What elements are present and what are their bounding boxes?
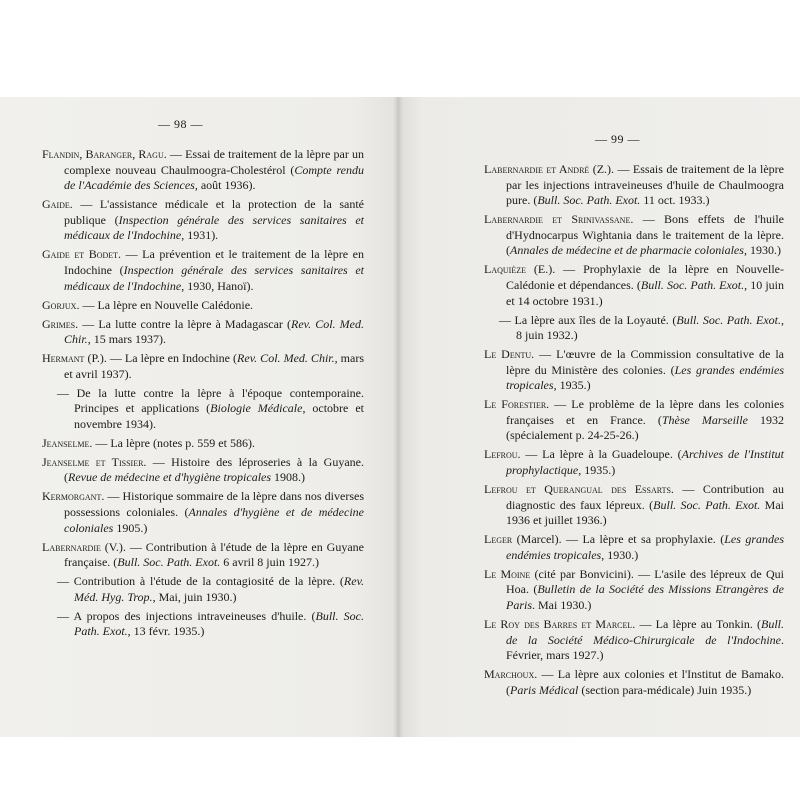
bibliography-entry: [484, 347, 784, 394]
entry-text: — L'assistance médicale et la protection de la santé publique (: [64, 197, 364, 227]
entry-text: — Bons effets de l'huile d'Hydnocarpus Wightania dans le traitement de la lèpre. (: [506, 212, 785, 258]
bibliography-entry: [42, 609, 364, 640]
entry-author: Hermant (P.).: [42, 351, 107, 366]
bibliography-entry: [42, 540, 364, 571]
entry-text: — La lèpre (notes p. 559 et 586).: [92, 435, 255, 450]
entry-text: — Historique sommaire de la lèpre dans nos diverses possessions coloniales. (: [64, 489, 364, 519]
entry-source: Bull. Soc. Path. Exot.: [653, 497, 761, 512]
entry-source: Les grandes endémies tropicales: [506, 362, 784, 393]
entry-author: Le Forestier.: [484, 397, 550, 412]
entry-text: . Février, mars 1927.): [506, 632, 784, 663]
entry-text: — Prophylaxie de la lèpre en Nouvelle-Calédonie et dépendances. (: [506, 262, 784, 292]
entry-author: Gaide.: [42, 197, 73, 212]
bibliography-entry: [484, 667, 784, 698]
entry-source: Paris Médical: [510, 682, 579, 697]
entry-author: Labernardie et Srinivassane.: [484, 212, 634, 227]
open-book: [0, 97, 800, 737]
bibliography-entry: [42, 455, 364, 486]
entry-text: — La lutte contre la lèpre à Madagascar (: [78, 316, 292, 331]
entry-text: — La lèpre aux colonies et l'Institut de Bamako. (: [506, 667, 784, 697]
entry-text: 1932 (spécialement p. 24-25-26.): [506, 412, 785, 443]
entry-author: Kermorgant.: [42, 489, 105, 504]
page-number: — 99 —: [595, 132, 640, 146]
entry-author: Grimes.: [42, 316, 79, 331]
right-page: [398, 97, 800, 737]
entry-source: Bull. Soc. Path. Exot.: [74, 608, 364, 639]
bibliography-entry: [484, 617, 784, 664]
entry-source: Revue de médecine et d'hygiène tropicales: [68, 470, 272, 485]
entry-text: , 1930, Hanoï).: [181, 278, 254, 293]
entry-author: Le Dentu.: [484, 347, 535, 362]
entry-author: Le Roy des Barres et Marcel.: [484, 616, 636, 631]
bibliography-entry: [42, 298, 364, 314]
left-page: [0, 97, 398, 737]
entry-text: — La lèpre aux îles de la Loyauté. (: [499, 312, 677, 327]
bibliography-list: [484, 162, 784, 702]
entry-text: , 1931).: [181, 228, 219, 243]
entry-text: . Mai 1930.): [532, 597, 592, 612]
entry-text: , octobre et novembre 1934).: [74, 401, 364, 431]
entry-source: Les grandes endémies tropicales: [506, 532, 784, 562]
bibliography-entry: [42, 147, 364, 194]
bibliography-entry: [484, 397, 784, 444]
entry-source: Inspection générale des services sanitaires et médicaux de l'Indochine: [64, 212, 364, 243]
entry-author: Gorjux.: [42, 297, 80, 312]
entry-source: Bull. Soc. Path. Exot.: [117, 555, 221, 570]
entry-text: Mai 1936 et juillet 1936.): [506, 497, 784, 528]
entry-source: Rev. Col. Med. Chir.: [64, 316, 364, 347]
entry-source: Annales d'hygiène et de médecine coloniales: [64, 504, 364, 535]
entry-source: Bull. Soc. Path. Exot.: [676, 312, 781, 327]
entry-author: Leger: [484, 532, 513, 547]
entry-source: Bull. de la Société Médico-Chirurgicale de l'Indochine: [506, 616, 785, 647]
entry-text: , 15 mars 1937).: [87, 332, 167, 347]
entry-text: — La lèpre à la Guadeloupe. (: [520, 447, 682, 462]
page-number: — 98 —: [158, 117, 203, 131]
bibliography-entry: [484, 313, 784, 344]
entry-text: — Le problème de la lèpre dans les colonies françaises et en France. (: [506, 397, 784, 427]
entry-source: Bulletin de la Société des Missions Etrangères de Paris: [506, 582, 784, 612]
entry-text: — A propos des injections intraveineuses d'huile. (: [57, 608, 316, 623]
entry-author: Jeanselme et Tissier.: [42, 454, 147, 469]
entry-author: Laquièze (E.).: [484, 262, 556, 277]
entry-text: — De la lutte contre la lèpre à l'époque contemporaine. Principes et applications (: [57, 385, 364, 416]
entry-author: Gaide et Bodet.: [42, 247, 122, 262]
entry-author: Le Moine: [484, 566, 531, 581]
bibliography-entry: [484, 532, 784, 563]
entry-text: 6 avril 8 juin 1927.): [220, 555, 319, 570]
entry-text: — Contribution à l'étude de la contagiosité de la lèpre. (: [57, 574, 344, 589]
entry-text: , 8 juin 1932.): [516, 312, 784, 343]
entry-source: Rev. Méd. Hyg. Trop.: [74, 574, 364, 604]
entry-text: , 10 juin et 14 octobre 1931.): [506, 277, 785, 308]
entry-text: (Marcel). — La lèpre et sa prophylaxie. (: [512, 532, 725, 547]
entry-text: , 1935.): [553, 378, 591, 393]
entry-author: Flandin, Baranger, Ragu.: [42, 147, 167, 161]
entry-text: — La lèpre en Nouvelle Calédonie.: [79, 297, 254, 312]
book-gutter: [393, 97, 403, 737]
entry-text: — Contribution à l'étude de la lèpre en Guyane française. (: [64, 539, 364, 570]
entry-source: Bull. Soc. Path. Exot.: [537, 193, 641, 208]
entry-source: Inspection générale des services sanitaires et médicaux de l'Indochine: [64, 262, 364, 293]
bibliography-entry: [484, 482, 784, 529]
entry-author: Lefrou.: [484, 447, 521, 462]
entry-author: Marchoux.: [484, 667, 538, 682]
bibliography-entry: [42, 317, 364, 348]
bibliography-entry: [484, 447, 784, 478]
entry-text: — La prévention et le traitement de la lèpre en Indochine (: [64, 247, 364, 277]
entry-source: Archives de l'Institut prophylactique: [506, 447, 784, 478]
entry-text: , 1935.): [578, 463, 616, 478]
bibliography-entry: [42, 489, 364, 536]
entry-author: Labernardie et André (Z.).: [484, 162, 615, 176]
bibliography-entry: [42, 247, 364, 294]
bibliography-entry: [42, 436, 364, 452]
entry-source: Biologie Médicale: [210, 401, 303, 416]
entry-text: (cité par Bonvicini). — L'asile des lépreux de Qui Hoa. (: [506, 566, 784, 597]
entry-text: , 1930.): [601, 547, 639, 562]
bibliography-entry: [484, 567, 784, 614]
entry-source: Annales de médecine et de pharmacie coloniales: [510, 243, 744, 258]
entry-author: Lefrou et Querangual des Essarts.: [484, 482, 674, 497]
bibliography-entry: [42, 574, 364, 605]
bibliography-entry: [42, 197, 364, 244]
entry-text: , 1930.): [743, 243, 781, 258]
entry-text: — La lèpre au Tonkin. (: [635, 616, 762, 631]
entry-text: — Essai de traitement de la lèpre par un complexe nouveau Chaulmoogra-Cholestérol (: [64, 147, 364, 177]
entry-text: — Contribution au diagnostic des faux lépreux. (: [506, 482, 784, 512]
bibliography-entry: [484, 212, 784, 259]
entry-text: , août 1936).: [194, 178, 256, 193]
entry-text: , Mai, juin 1930.): [152, 589, 237, 604]
entry-source: Thèse Marseille: [661, 412, 748, 427]
entry-text: 1908.): [271, 470, 306, 485]
entry-author: Jeanselme.: [42, 435, 93, 450]
entry-text: , 13 févr. 1935.): [127, 624, 205, 639]
bibliography-list: [42, 147, 364, 643]
bibliography-entry: [42, 351, 364, 382]
entry-text: — Essais de traitement de la lèpre par les injections intraveineuses d'huile de Chaulmoogra pure. (: [506, 162, 784, 208]
bibliography-entry: [484, 262, 784, 309]
bibliography-entry: [42, 386, 364, 433]
bibliography-entry: [484, 162, 784, 209]
entry-text: — L'œuvre de la Commission consultative de la lèpre du Ministère des colonies. (: [506, 347, 784, 377]
entry-text: 1905.): [113, 520, 148, 535]
entry-source: Bull. Soc. Path. Exot.: [640, 277, 745, 292]
entry-source: Compte rendu de l'Académie des Sciences: [64, 162, 365, 193]
entry-author: Labernardie (V.).: [42, 539, 126, 554]
entry-text: (section para-médicale) Juin 1935.): [578, 682, 752, 697]
entry-text: , mars et avril 1937).: [64, 351, 364, 381]
entry-text: — Histoire des léproseries à la Guyane. (: [64, 454, 364, 485]
entry-text: — La lèpre en Indochine (: [106, 351, 238, 366]
entry-source: Rev. Col. Med. Chir.: [237, 351, 335, 366]
entry-text: 11 oct. 1933.): [640, 193, 710, 208]
